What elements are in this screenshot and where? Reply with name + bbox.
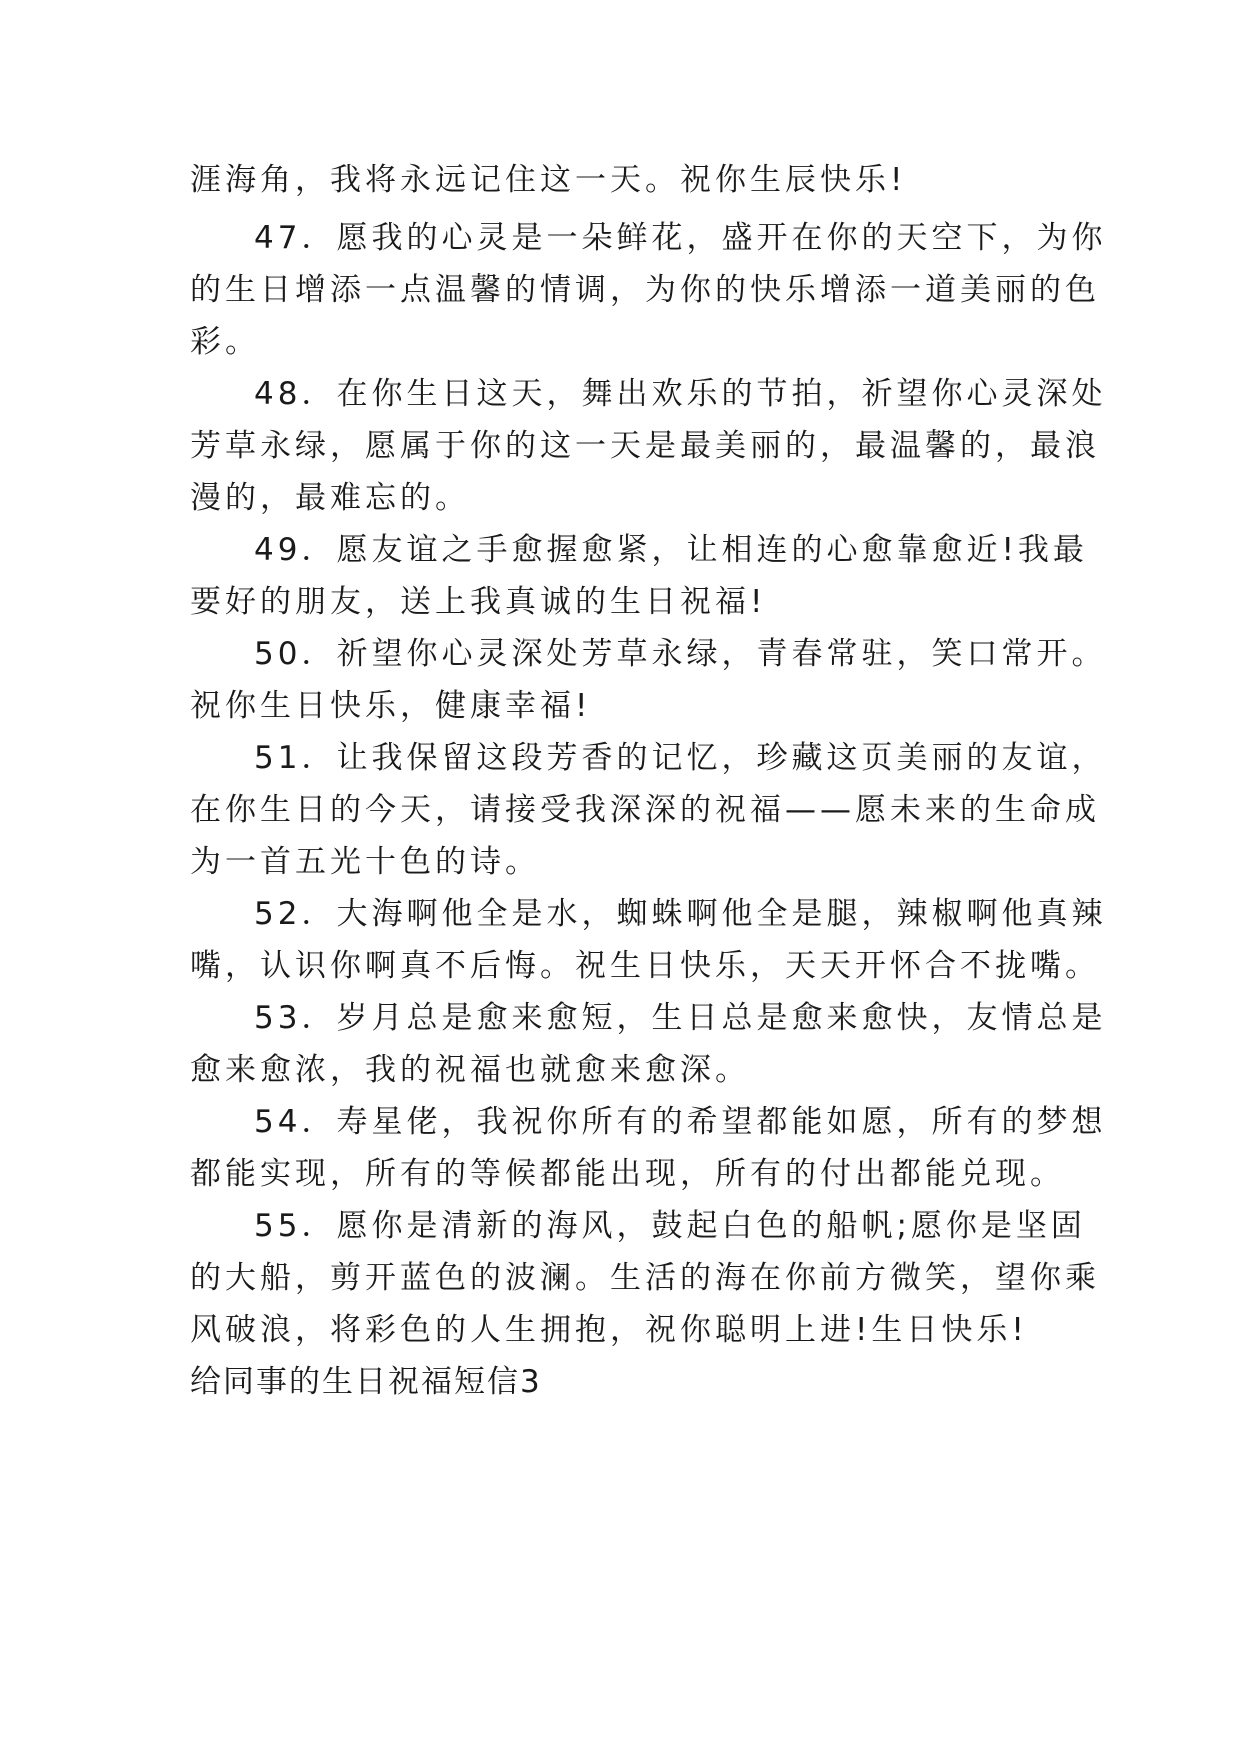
text-line: 涯海角，我将永远记住这一天。祝你生辰快乐! [190, 162, 907, 198]
text-line: 52．大海啊他全是水，蜘蛛啊他全是腿，辣椒啊他真辣 [254, 896, 1107, 932]
text-line: 都能实现，所有的等候都能出现，所有的付出都能兑现。 [190, 1156, 1065, 1192]
text-line: 48．在你生日这天，舞出欢乐的节拍，祈望你心灵深处 [254, 376, 1107, 412]
text-line: 芳草永绿，愿属于你的这一天是最美丽的，最温馨的，最浪 [190, 428, 1100, 464]
text-line: 漫的，最难忘的。 [190, 480, 470, 516]
text-line: 50．祈望你心灵深处芳草永绿，青春常驻，笑口常开。 [254, 636, 1107, 672]
text-line: 祝你生日快乐，健康幸福! [190, 688, 592, 724]
section-heading: 给同事的生日祝福短信3 [190, 1364, 542, 1400]
text-line: 51．让我保留这段芳香的记忆，珍藏这页美丽的友谊， [254, 740, 1107, 776]
text-line: 53．岁月总是愈来愈短，生日总是愈来愈快，友情总是 [254, 1000, 1107, 1036]
text-line: 54．寿星佬，我祝你所有的希望都能如愿，所有的梦想 [254, 1104, 1107, 1140]
text-line: 55．愿你是清新的海风，鼓起白色的船帆;愿你是坚固 [254, 1208, 1086, 1244]
text-line: 的大船，剪开蓝色的波澜。生活的海在你前方微笑，望你乘 [190, 1260, 1100, 1296]
text-line: 嘴，认识你啊真不后悔。祝生日快乐，天天开怀合不拢嘴。 [190, 948, 1100, 984]
text-line: 在你生日的今天，请接受我深深的祝福——愿未来的生命成 [190, 792, 1100, 828]
text-line: 要好的朋友，送上我真诚的生日祝福! [190, 584, 767, 620]
text-line: 47．愿我的心灵是一朵鲜花，盛开在你的天空下，为你 [254, 220, 1107, 256]
text-line: 愈来愈浓，我的祝福也就愈来愈深。 [190, 1052, 750, 1088]
text-line: 风破浪，将彩色的人生拥抱，祝你聪明上进!生日快乐! [190, 1312, 1028, 1348]
text-line: 49．愿友谊之手愈握愈紧，让相连的心愈靠愈近!我最 [254, 532, 1088, 568]
text-line: 为一首五光十色的诗。 [190, 844, 540, 880]
text-line: 的生日增添一点温馨的情调，为你的快乐增添一道美丽的色 [190, 272, 1100, 308]
text-line: 彩。 [190, 324, 260, 360]
